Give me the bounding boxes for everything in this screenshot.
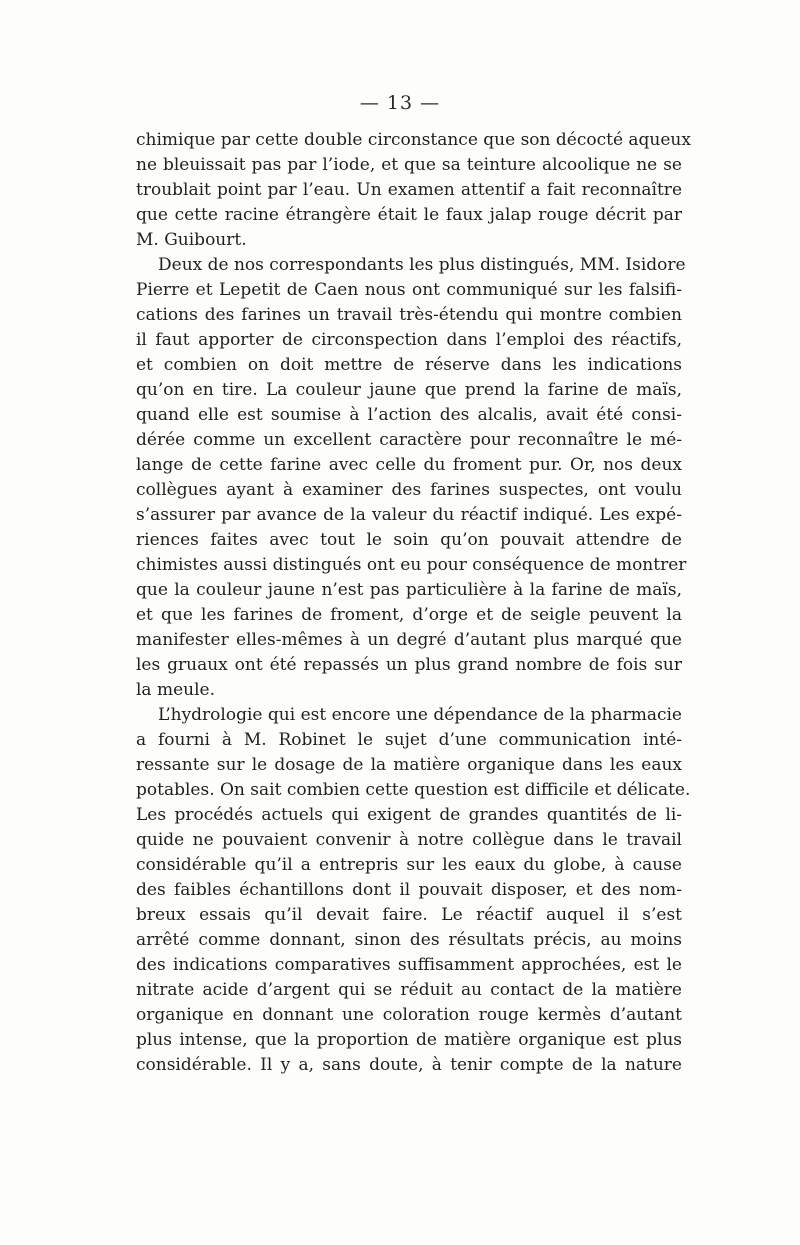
text-line: les gruaux ont été repassés un plus grand nombre de fois sur [136, 655, 682, 675]
text-line: nitrate acide d’argent qui se réduit au contact de la matière [136, 980, 682, 1000]
text-line: lange de cette farine avec celle du froment pur. Or, nos deux [136, 455, 682, 475]
text-line: s’assurer par avance de la valeur du réactif indiqué. Les expé- [136, 505, 682, 525]
text-line: ne bleuissait pas par l’iode, et que sa teinture alcoolique ne se [136, 155, 682, 175]
text-line: Les procédés actuels qui exigent de grandes quantités de li- [136, 805, 682, 825]
text-line: considérable qu’il a entrepris sur les eaux du globe, à cause [136, 855, 682, 875]
text-line: des faibles échantillons dont il pouvait disposer, et des nom- [136, 880, 682, 900]
text-line: qu’on en tire. La couleur jaune que prend la farine de maïs, [136, 380, 682, 400]
text-line: ressante sur le dosage de la matière organique dans les eaux [136, 755, 682, 775]
text-line: arrêté comme donnant, sinon des résultats précis, au moins [136, 930, 682, 950]
paragraph-start-line: Deux de nos correspondants les plus distingués, MM. Isidore [158, 255, 686, 275]
text-line: cations des farines un travail très-étendu qui montre combien [136, 305, 682, 325]
text-line: que cette racine étrangère était le faux jalap rouge décrit par [136, 205, 682, 225]
paragraph-end-line: la meule. [136, 680, 216, 700]
page-number: — 13 — [359, 92, 441, 114]
text-line: et que les farines de froment, d’orge et de seigle peuvent la [136, 605, 682, 625]
text-line: chimistes aussi distingués ont eu pour conséquence de montrer [136, 555, 687, 575]
body-text [136, 128, 691, 1078]
text-line: que la couleur jaune n’est pas particulière à la farine de maïs, [136, 580, 682, 600]
text-line: des indications comparatives suffisamment approchées, est le [136, 955, 682, 975]
text-line: plus intense, que la proportion de matière organique est plus [136, 1030, 682, 1050]
text-line: riences faites avec tout le soin qu’on pouvait attendre de [136, 530, 682, 550]
text-line: considérable. Il y a, sans doute, à tenir compte de la nature [136, 1055, 682, 1075]
text-line: organique en donnant une coloration rouge kermès d’autant [136, 1005, 682, 1025]
paragraph-end-line: M. Guibourt. [136, 230, 247, 250]
text-line: quand elle est soumise à l’action des alcalis, avait été consi- [136, 405, 682, 425]
text-line: chimique par cette double circonstance que son décocté aqueux [136, 130, 691, 150]
text-line: quide ne pouvaient convenir à notre collègue dans le travail [136, 830, 682, 850]
text-line: il faut apporter de circonspection dans l’emploi des réactifs, [136, 330, 682, 350]
text-line: a fourni à M. Robinet le sujet d’une communication inté- [136, 730, 682, 750]
text-line: breux essais qu’il devait faire. Le réactif auquel il s’est [136, 905, 682, 925]
text-line: troublait point par l’eau. Un examen attentif a fait reconnaître [136, 180, 682, 200]
text-line: manifester elles-mêmes à un degré d’autant plus marqué que [136, 630, 682, 650]
text-line: Pierre et Lepetit de Caen nous ont communiqué sur les falsifi- [136, 280, 682, 300]
paragraph-start-line: L’hydrologie qui est encore une dépendance de la pharmacie [158, 705, 682, 725]
text-line: collègues ayant à examiner des farines suspectes, ont voulu [136, 480, 682, 500]
text-line: dérée comme un excellent caractère pour reconnaître le mé- [136, 430, 682, 450]
text-line: et combien on doit mettre de réserve dans les indications [136, 355, 682, 375]
text-line: potables. On sait combien cette question est difficile et délicate. [136, 780, 691, 800]
